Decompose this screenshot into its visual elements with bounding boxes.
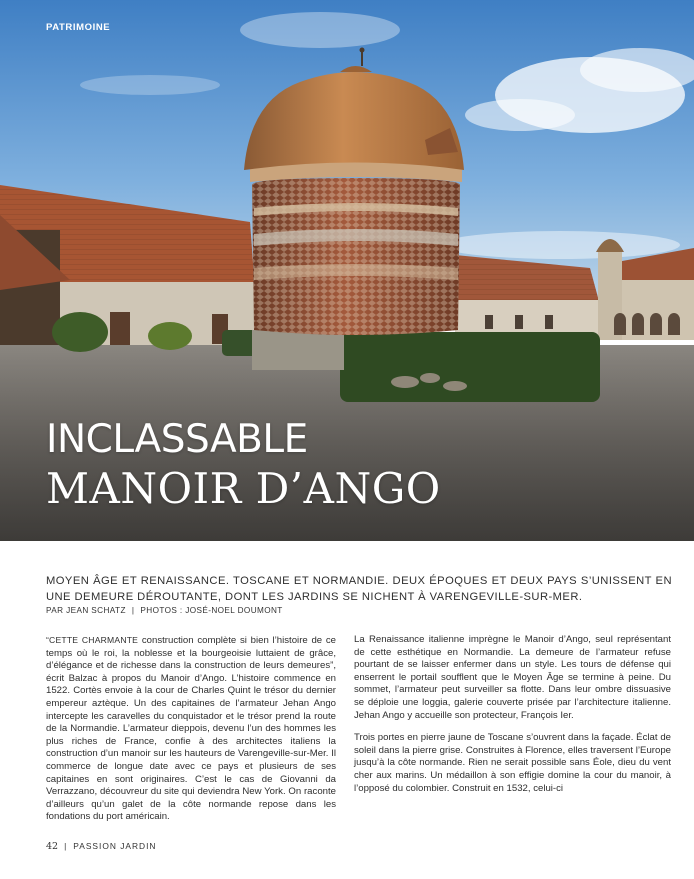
byline-author: PAR JEAN SCHATZ (46, 606, 126, 615)
byline-separator: | (131, 606, 135, 615)
title-line2: MANOIR D’ANGO (46, 464, 441, 513)
body-column-right (354, 634, 671, 795)
title-line1: INCLASSABLE (46, 417, 308, 462)
section-tag: PATRIMOINE (46, 22, 111, 33)
body-paragraph: La Renaissance italienne imprègne le Manoir d’Ango, seul représentant de cette esthétique en Normandie. La demeure de l’armateur refuse pourtant de se laisser enfermer dans un style. Les tours de défense qui enserrent le portail soufflent que le Moyen Âge se termine à peine. Du sommet, l’armateur peut surveiller sa flotte. Dans leur ombre dissuasive se déploie une loggia, galerie couverte prisée par l’architecture italienne. Jehan Ango y accueille son protecteur, François Ier. (354, 634, 671, 721)
byline-photos: PHOTOS : JOSÉ-NOEL DOUMONT (140, 606, 283, 615)
body-text: construction complète si bien l’histoire de ce temps où le roi, la noblesse et la bourgeoisie luttaient de grâce, d’élégance et de richesse dans la construction de leurs demeures”, écrit Balzac à propos du Manoir d’Ango. L’histoire commence en 1522. Cortès envoie à la cour de Charles Quint le trésor du dernier empereur aztèque. Un des capitaines de l’armateur Jehan Ango intercepte les caravelles du conquistador et le trésor prend la route de la Normandie. L’armateur dieppois, devenu l’un des hommes les plus riches de France, confie à des architectes italiens la construction d’un manoir sur les hauteurs de Varengeville-sur-Mer. Il commerce de longue date avec ce pays et plusieurs de ses capitaines en sont originaires. C’est le cas de Giovanni da Verrazzano, découvreur du site qui deviendra New York. On raconte d’ailleurs qu’un galet de la côte normande repose dans les fondations du port américain. (46, 635, 337, 823)
dovecote-tower (244, 48, 464, 371)
body-paragraph: Trois portes en pierre jaune de Toscane s’ouvrent dans la façade. Éclat de soleil dans la pierre grise. Construites à Florence, elles traversent l’Europe jusqu’à la côte normande. Rien ne serait possible sans Éole, dieu du vent cher aux marins. Un médaillon à son effigie domine la cour du manoir, à l’opposé du colombier. Construit en 1532, celui-ci (354, 732, 671, 794)
byline (46, 606, 283, 615)
standfirst: MOYEN ÂGE ET RENAISSANCE. TOSCANE ET NORMANDIE. DEUX ÉPOQUES ET DEUX PAYS S’UNISSENT EN UNE DEMEURE DÉROUTANTE, DONT LES JARDINS SE NICHENT À VARENGEVILLE-SUR-MER. (46, 575, 672, 603)
body-column-left (46, 634, 336, 824)
lead-in: “CETTE CHARMANTE (46, 635, 139, 645)
footer-separator: | (64, 841, 68, 851)
page-footer (46, 841, 156, 852)
body-paragraph (46, 634, 336, 824)
page-number: 42 (46, 841, 59, 852)
magazine-name: PASSION JARDIN (73, 841, 157, 851)
